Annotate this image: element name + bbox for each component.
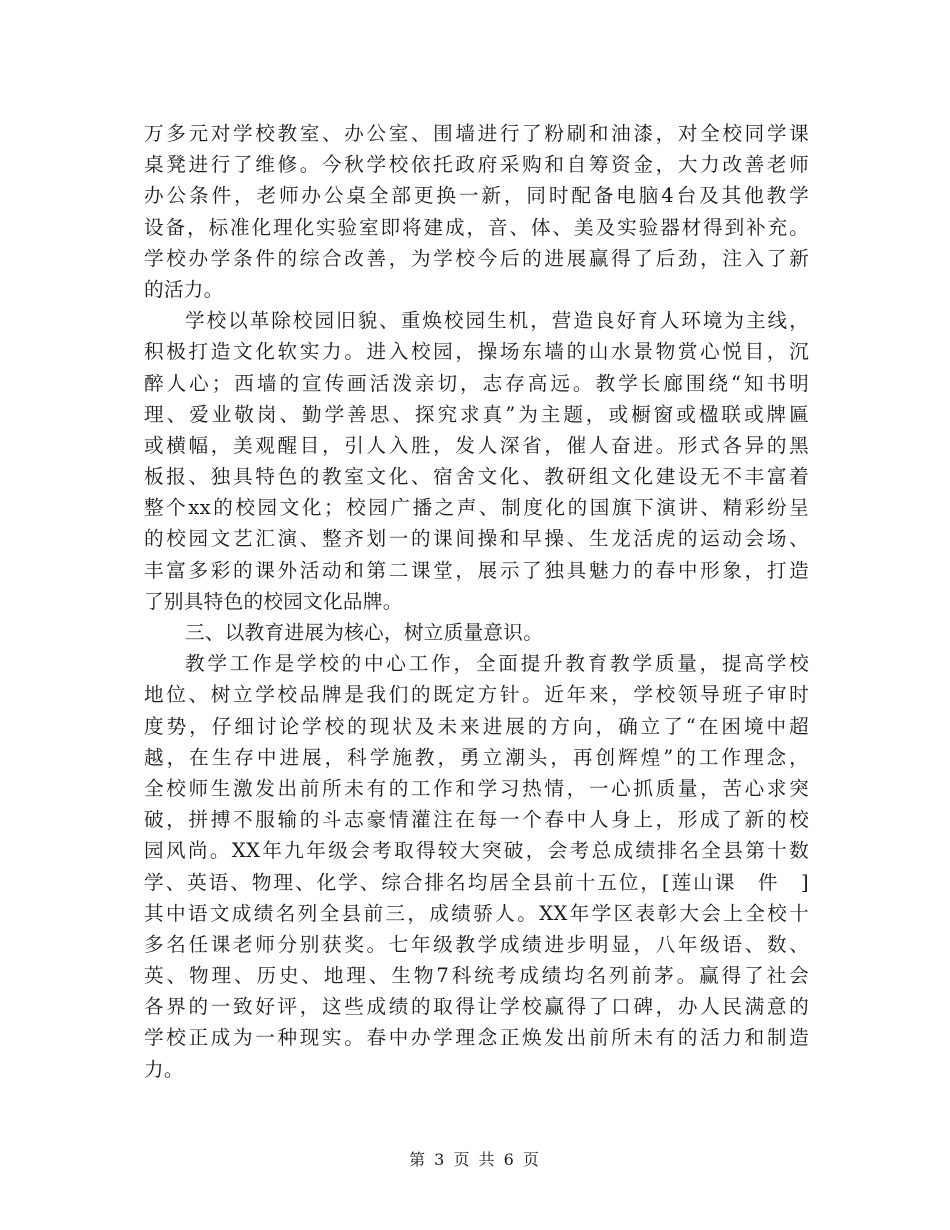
document-body	[144, 118, 809, 1085]
paragraph-teaching-quality	[144, 648, 809, 1085]
text-line: 积极打造文化软实力。进入校园，操场东墙的山水景物赏心悦目，沉	[144, 340, 809, 364]
text-line: 教学工作是学校的中心工作，全面提升教育教学质量，提高学校	[185, 652, 809, 676]
text-line: 力。	[144, 1057, 184, 1081]
section-heading	[144, 617, 809, 648]
text-line: 学校以革除校园旧貌、重焕校园生机，营造良好育人环境为主线，	[185, 309, 809, 333]
text-line: 其中语文成绩名列全县前三，成绩骄人。XX年学区表彰大会上全校十	[144, 901, 809, 925]
text-line: 醉人心；西墙的宣传画活泼亲切，志存高远。教学长廊围绕“知书明	[144, 371, 809, 395]
paragraph-continuation	[144, 118, 809, 305]
text-line: 英、物理、历史、地理、生物7科统考成绩均名列前茅。赢得了社会	[144, 964, 809, 988]
text-line: 设备，标准化理化实验室即将建成，音、体、美及实验器材得到补充。	[144, 215, 809, 239]
text-line: 越，在生存中进展，科学施教，勇立潮头，再创辉煌”的工作理念，	[144, 745, 809, 769]
text-line: 理、爱业敬岗、勤学善思、探究求真”为主题，或橱窗或楹联或牌匾	[144, 402, 809, 426]
heading-line: 三、以教育进展为核心，树立质量意识。	[185, 621, 544, 644]
text-line: 的活力。	[144, 277, 224, 301]
text-line: 桌凳进行了维修。今秋学校依托政府采购和自筹资金，大力改善老师	[144, 153, 809, 177]
text-line: 度势，仔细讨论学校的现状及未来进展的方向，确立了“在困境中超	[144, 714, 809, 738]
text-line: 多名任课老师分别获奖。七年级教学成绩进步明显，八年级语、数、	[144, 932, 809, 956]
paragraph-campus-culture	[144, 305, 809, 617]
text-line: 的校园文艺汇演、整齐划一的课间操和早操、生龙活虎的运动会场、	[144, 527, 809, 551]
text-line: 各界的一致好评，这些成绩的取得让学校赢得了口碑，办人民满意的	[144, 995, 809, 1019]
page-number-footer: 第 3 页 共 6 页	[409, 1150, 541, 1169]
text-line: 万多元对学校教室、办公室、围墙进行了粉刷和油漆，对全校同学课	[144, 122, 809, 145]
text-line: 地位、树立学校品牌是我们的既定方针。近年来，学校领导班子审时	[144, 683, 809, 707]
text-line: 学校办学条件的综合改善，为学校今后的进展赢得了后劲，注入了新	[144, 246, 809, 270]
text-line: 学、英语、物理、化学、综合排名均居全县前十五位，[莲山课 件 ]	[144, 870, 809, 894]
text-line: 办公条件，老师办公桌全部更换一新，同时配备电脑4台及其他教学	[144, 184, 809, 208]
text-line: 整个xx的校园文化；校园广播之声、制度化的国旗下演讲、精彩纷呈	[144, 496, 809, 520]
text-line: 了别具特色的校园文化品牌。	[144, 589, 403, 613]
text-line: 破，拼搏不服输的斗志豪情灌注在每一个春中人身上，形成了新的校	[144, 808, 809, 832]
text-line: 或横幅，美观醒目，引人入胜，发人深省，催人奋进。形式各异的黑	[144, 433, 809, 457]
text-line: 园风尚。XX年九年级会考取得较大突破，会考总成绩排名全县第十数	[144, 839, 809, 863]
text-line: 全校师生激发出前所未有的工作和学习热情，一心抓质量，苦心求突	[144, 776, 809, 800]
text-line: 学校正成为一种现实。春中办学理念正焕发出前所未有的活力和制造	[144, 1026, 809, 1050]
text-line: 板报、独具特色的教室文化、宿舍文化、教研组文化建设无不丰富着	[144, 465, 809, 489]
text-line: 丰富多彩的课外活动和第二课堂，展示了独具魅力的春中形象，打造	[144, 558, 809, 582]
